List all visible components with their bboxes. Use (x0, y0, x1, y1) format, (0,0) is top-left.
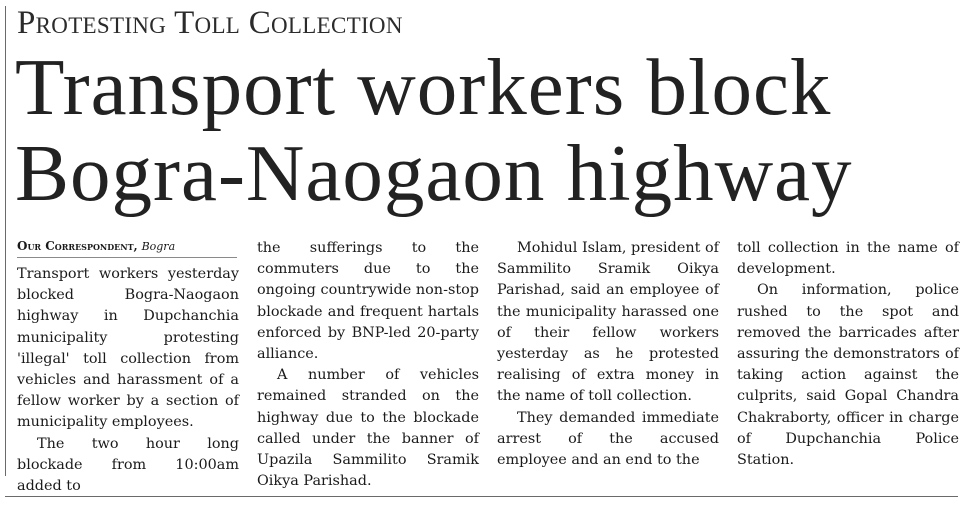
paragraph-2-continued: the sufferings to the commuters due to the ongoing countrywide non-stop blockade and frequent hartals enforced by BNP-led 20-party alliance. (257, 240, 479, 363)
paragraph-5-continued: toll collection in the name of development. (737, 240, 959, 278)
article-column-1 (17, 238, 239, 497)
headline-line-2: Bogra-Naogaon highway (15, 128, 853, 218)
byline (17, 238, 237, 258)
byline-author: Our Correspondent, (17, 239, 138, 253)
article-column-3 (497, 238, 719, 471)
byline-place: Bogra (141, 240, 176, 253)
paragraph-5-start: They demanded immediate arrest of the accused employee and an end to the (497, 409, 719, 469)
paragraph-2-start: The two hour long blockade from 10:00am added to (17, 435, 239, 495)
article-headline (15, 44, 853, 216)
paragraph-3: A number of vehicles remained stranded on the highway due to the blockade called under the banner of Upazila Sammilito Sramik Oikya Parishad. (257, 367, 479, 490)
headline-line-1: Transport workers block (15, 42, 832, 132)
paragraph-1: Transport workers yesterday blocked Bogra-Naogaon highway in Dupchanchia municipality protesting 'illegal' toll collection from vehicles and harassment of a fellow worker by a section of municipality employees. (17, 266, 239, 431)
left-column-rule (5, 6, 6, 476)
article-kicker: Protesting Toll Collection (17, 5, 403, 41)
paragraph-6: On information, police rushed to the spot and removed the barricades after assuring the demonstrators of taking action against the culprits, said Gopal Chandra Chakraborty, officer in charge of Dupchanchia Police Station. (737, 282, 959, 469)
bottom-rule (5, 496, 958, 497)
article-column-2 (257, 238, 479, 492)
article-column-4 (737, 238, 959, 471)
paragraph-4: Mohidul Islam, president of Sammilito Sramik Oikya Parishad, said an employee of the municipality harassed one of their fellow workers yesterday as he protested realising of extra money in the name of toll collection. (497, 240, 719, 405)
